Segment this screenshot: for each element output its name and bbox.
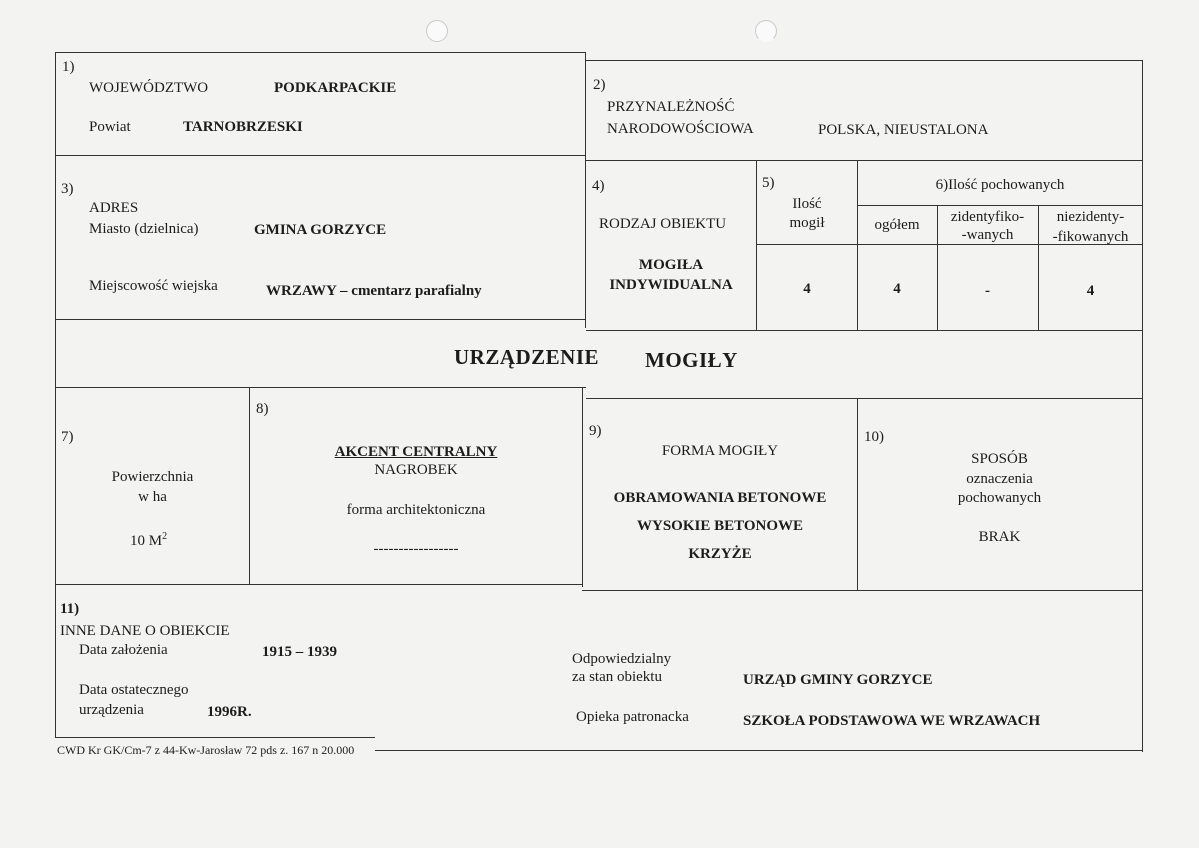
nationality-label: PRZYNALEŻNOŚĆ (607, 99, 735, 115)
form-code: CWD Kr GK/Cm-7 z 44-Kw-Jarosław 72 pds z. 167 n 20.000 (57, 743, 355, 757)
architectural-form-label: forma architektoniczna (346, 502, 486, 518)
banner-title-word: MOGIŁY (645, 348, 738, 372)
section-number: 10) (864, 429, 884, 445)
table-border-top-right (586, 60, 1143, 61)
grave-form-value: WYSOKIE BETONOWE (636, 518, 804, 534)
city-value: GMINA GORZYCE (254, 222, 387, 238)
divider-row (55, 584, 582, 585)
section-number: 3) (61, 181, 74, 197)
graves-count-label: Ilość (792, 196, 822, 212)
buried-unidentified-header: niezidenty- (1056, 209, 1125, 225)
object-type-value: INDYWIDUALNA (609, 277, 733, 293)
section-number: 2) (593, 77, 606, 93)
divider-row (55, 319, 586, 320)
divider-col (585, 52, 586, 328)
object-type-value: MOGIŁA (638, 257, 704, 273)
graves-count-value: 4 (803, 281, 811, 297)
marking-method-label: oznaczenia (966, 471, 1033, 487)
city-label: Miasto (dzielnica) (89, 221, 199, 237)
buried-total-value: 4 (893, 281, 901, 297)
divider-row (586, 160, 1143, 161)
table-border-bottom-right (375, 750, 1143, 751)
architectural-form-value: ----------------- (373, 541, 459, 557)
grave-form-value: KRZYŻE (688, 546, 752, 562)
divider-row (586, 330, 1143, 331)
section-number: 1) (62, 59, 75, 75)
area-label: w ha (138, 489, 167, 505)
marking-method-label: SPOSÓB (971, 451, 1028, 467)
section-number: 9) (589, 423, 602, 439)
nationality-label: NARODOWOŚCIOWA (607, 121, 754, 137)
central-accent-title: AKCENT CENTRALNY (334, 444, 498, 460)
village-value: WRZAWY – cmentarz parafialny (266, 283, 482, 299)
table-border-top-left (55, 52, 586, 53)
nationality-value: POLSKA, NIEUSTALONA (818, 122, 989, 138)
object-type-label: RODZAJ OBIEKTU (599, 216, 727, 232)
founded-date-label: Data założenia (79, 642, 168, 658)
responsible-value: URZĄD GMINY GORZYCE (743, 672, 933, 688)
divider-row (55, 387, 586, 388)
other-data-title: INNE DANE O OBIEKCIE (60, 623, 230, 639)
county-label: Powiat (89, 119, 131, 135)
responsible-label: Odpowiedzialny (572, 651, 672, 667)
final-arrangement-label: urządzenia (79, 702, 144, 718)
buried-identified-header: -wanych (961, 227, 1014, 243)
final-arrangement-label: Data ostatecznego (79, 682, 189, 698)
voivodeship-value: PODKARPACKIE (274, 80, 397, 96)
grave-form-value: OBRAMOWANIA BETONOWE (613, 490, 827, 506)
section-number: 4) (592, 178, 605, 194)
patron-label: Opieka patronacka (576, 709, 689, 725)
punch-hole (755, 20, 777, 42)
address-label: ADRES (89, 200, 139, 216)
area-label: Powierzchnia (111, 469, 194, 485)
buried-unidentified-header: -fikowanych (1052, 229, 1129, 245)
section-number: 8) (256, 401, 269, 417)
punch-hole (426, 20, 448, 42)
buried-identified-header: zidentyfiko- (950, 209, 1025, 225)
banner-title-word: URZĄDZENIE (454, 345, 600, 369)
tombstone-label: NAGROBEK (374, 462, 458, 478)
buried-identified-value: - (985, 283, 990, 299)
final-arrangement-value: 1996R. (207, 704, 252, 720)
marking-method-label: pochowanych (957, 490, 1042, 506)
section-number: 5) (762, 175, 775, 191)
divider-row (857, 205, 1143, 206)
section-number: 11) (60, 601, 80, 617)
buried-count-header: 6)Ilość pochowanych (935, 177, 1065, 193)
founded-date-value: 1915 – 1939 (262, 644, 337, 660)
buried-total-header: ogółem (874, 217, 920, 233)
divider-col (756, 160, 757, 330)
table-border-right (1142, 60, 1143, 752)
county-value: TARNOBRZESKI (183, 119, 303, 135)
divider-row (582, 590, 1143, 591)
divider-row (586, 398, 1143, 399)
marking-method-value: BRAK (978, 529, 1021, 545)
village-label: Miejscowość wiejska (89, 278, 218, 294)
grave-form-label: FORMA MOGIŁY (661, 443, 779, 459)
graves-count-label: mogił (789, 215, 825, 231)
buried-unidentified-value: 4 (1086, 283, 1095, 299)
divider-row (55, 155, 586, 156)
table-border-bottom-left (55, 737, 375, 738)
area-value: 10 $M^2$ (130, 531, 168, 549)
patron-value: SZKOŁA PODSTAWOWA WE WRZAWACH (743, 713, 1041, 729)
responsible-label: za stan obiektu (572, 669, 662, 685)
section-number: 7) (61, 429, 74, 445)
voivodeship-label: WOJEWÓDZTWO (89, 80, 209, 96)
